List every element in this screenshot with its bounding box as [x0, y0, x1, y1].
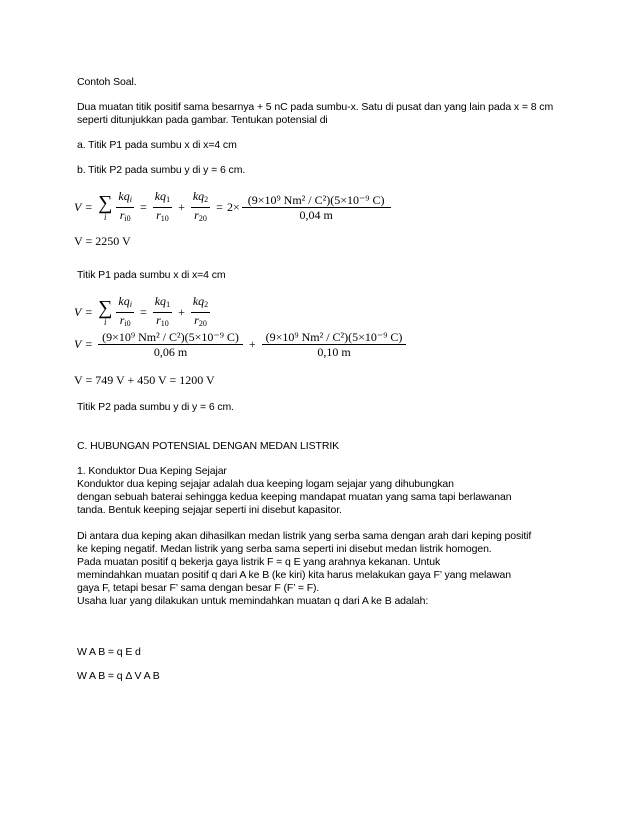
para2-line-4: memindahkan muatan positif q dari A ke B (ke kiri) kita harus melakukan gaya F’ yang melawan [77, 569, 511, 581]
eq1-frac-i: $\frac{kq_i}{r_{i0}}$ [118, 189, 132, 223]
eq1-big-frac: $\frac{\text{(9×10⁹ Nm² / C²)(5×10⁻⁹ C)}}{0,04 m}$ [242, 194, 391, 221]
para2-line-6: Usaha luar yang dilakukan untuk memindahkan muatan q dari A ke B adalah: [77, 595, 429, 607]
para2-line-2: ke keping negatif. Medan listrik yang serba sama seperti ini disebut medan listrik homogen. [77, 543, 492, 555]
eq1-sigma: ∑ i [98, 191, 113, 222]
eq2-frac-1: $\frac{\text{(9×10⁹ Nm² / C²)(5×10⁻⁹ C)}}{0,06 m}$ [98, 331, 243, 358]
section-c-heading: C. HUBUNGAN POTENSIAL DENGAN MEDAN LISTRIK [77, 440, 340, 452]
para1-line-3: tanda. Bentuk keeping sejajar seperti ini disebut kapasitor. [77, 504, 342, 516]
label-p1: Titik P1 pada sumbu x di x=4 cm [77, 269, 226, 281]
eq1-frac-2: $\frac{kq_2}{r_{20}}$ [192, 189, 209, 223]
heading: Contoh Soal. [77, 76, 137, 88]
subsection-1-heading: 1. Konduktor Dua Keping Sejajar [77, 465, 227, 477]
problem-line-2: seperti ditunjukkan pada gambar. Tentukan potensial di [77, 114, 328, 126]
label-p2: Titik P2 pada sumbu y di y = 6 cm. [77, 401, 234, 413]
eq1-result: V = 2250 V [74, 234, 131, 248]
formula-work-1: W A B = q E d [77, 646, 141, 658]
para2-line-1: Di antara dua keping akan dihasilkan medan listrik yang serba sama dengan arah dari keping positif [77, 530, 532, 542]
formula-work-2: W A B = q Δ V A B [77, 670, 160, 682]
para1-line-2: dengan sebuah baterai sehingga kedua keeping mandapat muatan yang sama tapi berlawanan [77, 491, 512, 503]
eq1-frac-1: $\frac{kq_1}{r_{10}}$ [154, 189, 171, 223]
para1-line-1: Konduktor dua keping sejajar adalah dua keeping logam sejajar yang dihubungkan [77, 478, 454, 490]
problem-line-1: Dua muatan titik positif sama besarnya + 5 nC pada sumbu-x. Satu di pusat dan yang lain pada x = 8 cm [77, 101, 554, 113]
part-a: a. Titik P1 pada sumbu x di x=4 cm [77, 139, 237, 151]
eq1-times-2: 2× [226, 200, 240, 214]
part-b: b. Titik P2 pada sumbu y di y = 6 cm. [77, 164, 246, 176]
para2-line-3: Pada muatan positif q bekerja gaya listrik F = q E yang arahnya kekanan. Untuk [77, 556, 441, 568]
eq1-v: V [74, 200, 82, 214]
para2-line-5: gaya F, tetapi besar F’ sama dengan besar F (F’ = F). [77, 582, 320, 594]
document-page: Contoh Soal. Dua muatan titik positif sama besarnya + 5 nC pada sumbu-x. Satu di pusat dan yang lain pada x = 8 cm seperti ditunjukkan pada gambar. Tentukan potensial di a. Titik P1 pada sumbu x di x=4 cm b. Titik P2 pada sumbu y di y = 6 cm. V = ∑ i $\frac{kq_i}{r_{i0}}$ = $\frac{kq_1}{r_{10}}$ + $\frac{kq_2}{r_{20}}$ = 2× $\frac{\text{(9×10⁹ Nm² / C²)(5×10⁻⁹ C)}}{0,04 m}$ V = 2250 V Titik P1 pada sumbu x di x=4 cm V = ∑ i $\frac{kq_i}{r_{i0}}$ = $\frac{kq_1}{r_{10}}$ + $\frac{kq_2}{r_{20}}$ V = $\frac{\text{(9×10⁹ Nm² / C²)(5×10⁻⁹ C)}}{0,06 m}$ + $\frac{\text{(9×10⁹ Nm² / C²)(5×10⁻⁹ C)}}{0,10 m}$ V = 749 V + 450 V = 1200 V Titik P2 pada sumbu y di y = 6 cm. C. HUBUNGAN POTENSIAL DENGAN MEDAN LISTRIK 1. Konduktor Dua Keping Sejajar Konduktor dua keping sejajar adalah dua keeping logam sejajar yang dihubungkan dengan sebuah baterai sehingga kedua keeping mandapat muatan yang sama tapi berlawanan tanda. Bentuk keeping sejajar seperti ini disebut kapasitor. Di antara dua keping akan dihasilkan medan listrik yang serba sama dengan arah dari keping positif ke keping negatif. Medan listrik yang serba sama seperti ini disebut medan listrik homogen. Pada muatan positif q bekerja gaya listrik F = q E yang arahnya kekanan. Untuk memindahkan muatan positif q dari A ke B (ke kiri) kita harus melakukan gaya F’ yang melawan gaya F, tetapi besar F’ sama dengan besar F (F’ = F). Usaha luar yang dilakukan untuk memindahkan muatan q dari A ke B adalah: W A B = q E d W A B = q Δ V A B [74, 76, 554, 682]
eq2-result: V = 749 V + 450 V = 1200 V [74, 373, 215, 387]
eq2-frac-2: $\frac{\text{(9×10⁹ Nm² / C²)(5×10⁻⁹ C)}}{0,10 m}$ [262, 331, 407, 358]
